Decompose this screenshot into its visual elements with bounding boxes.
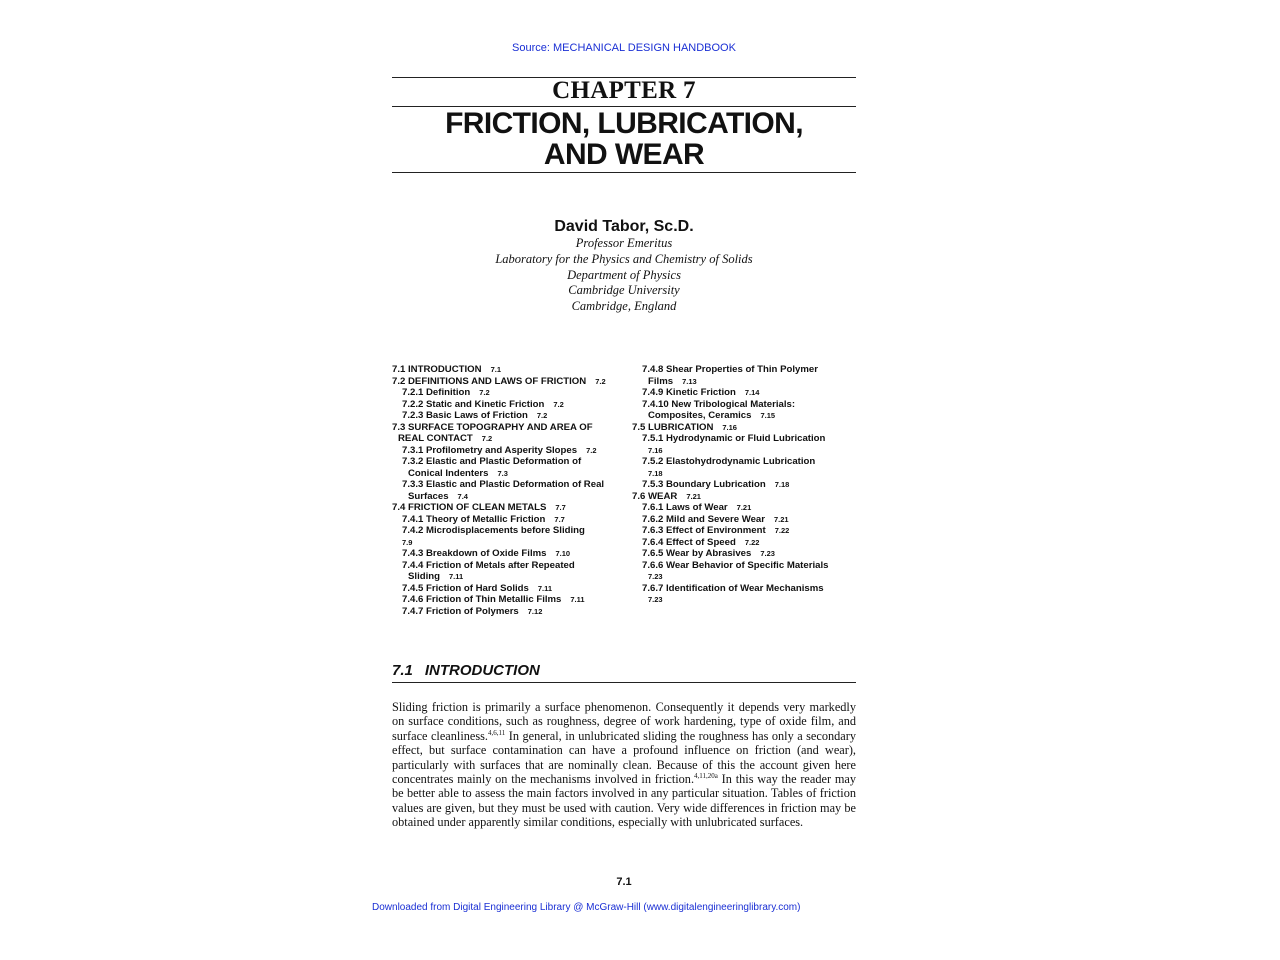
toc-entry[interactable]: 7.4.3 Breakdown of Oxide Films 7.10: [402, 548, 571, 559]
author-name: David Tabor, Sc.D.: [554, 218, 694, 235]
toc-entry-continued[interactable]: 7.9: [402, 537, 413, 547]
toc-entry[interactable]: 7.4.7 Friction of Polymers 7.12: [402, 605, 543, 617]
title-rule: [392, 172, 856, 173]
source-line: Source: MECHANICAL DESIGN HANDBOOK: [512, 42, 736, 54]
affiliation-line: Professor Emeritus: [575, 236, 673, 250]
page-number: 7.1: [616, 876, 632, 888]
toc-left-column: [392, 364, 624, 617]
toc-entry[interactable]: 7.4.1 Theory of Metallic Friction 7.7: [402, 513, 565, 525]
affiliation-line: Cambridge, England: [571, 299, 677, 314]
toc-entry[interactable]: 7.6.5 Wear by Abrasives 7.23: [642, 548, 775, 559]
toc-entry-continued[interactable]: Surfaces 7.4: [408, 490, 468, 502]
chapter-title: [392, 108, 856, 170]
affiliation-line: Cambridge University: [568, 283, 680, 298]
title-line-2: AND WEAR: [543, 138, 705, 171]
toc-entry-continued[interactable]: 7.16: [648, 445, 663, 455]
toc-entry[interactable]: 7.4.6 Friction of Thin Metallic Films 7.11: [402, 594, 585, 605]
toc-entry-continued[interactable]: 7.23: [648, 572, 663, 581]
toc-entry[interactable]: 7.3.1 Profilometry and Asperity Slopes 7.2: [402, 444, 597, 456]
reference-superscript: 4,6,11: [488, 728, 506, 737]
toc-entry[interactable]: 7.6.7 Identification of Wear Mechanisms: [642, 582, 824, 594]
section-rule: [392, 682, 856, 683]
toc-entry[interactable]: 7.3 SURFACE TOPOGRAPHY AND AREA OF: [392, 421, 593, 433]
affiliation-line: Laboratory for the Physics and Chemistry of Solids: [495, 251, 753, 266]
toc-entry[interactable]: 7.4.9 Kinetic Friction 7.14: [642, 387, 760, 398]
toc-entry[interactable]: 7.6.3 Effect of Environment 7.22: [642, 525, 790, 536]
toc-entry[interactable]: 7.2 DEFINITIONS AND LAWS OF FRICTION 7.2: [392, 375, 606, 387]
toc-entry[interactable]: 7.4 FRICTION OF CLEAN METALS 7.7: [392, 502, 566, 513]
toc-entry[interactable]: 7.2.2 Static and Kinetic Friction 7.2: [402, 398, 564, 410]
author-affiliation: [392, 236, 856, 315]
toc-entry[interactable]: 7.3.2 Elastic and Plastic Deformation of: [402, 456, 582, 467]
toc-entry-continued[interactable]: Composites, Ceramics 7.15: [648, 410, 776, 421]
toc-entry[interactable]: 7.2.3 Basic Laws of Friction 7.2: [402, 410, 548, 421]
toc-entry-continued[interactable]: 7.18: [648, 468, 663, 478]
intro-paragraph: Sliding friction is primarily a surface phenomenon. Consequently it depends very markedly on surface conditions, such as roughness, degree of work hardening, type of oxide film, and surface cleanliness.$^{4,6,11}$ In general, in unlubricated sliding the roughness has only a secondary effect, but surface contamination can have a profound influence on friction (and wear), particularly with surfaces that are nominally clean. Because of this the account given here concentrates mainly on the mechanisms involved in friction.$^{4,11,20a}$ In this way the reader may be better able to assess the main factors involved in any particular situation. Tables of friction values are given, but they must be used with caution. Very wide differences in friction may be obtained under apparently similar conditions, especially with unlubricated surfaces.: [392, 700, 856, 830]
toc-entry[interactable]: 7.5.2 Elastohydrodynamic Lubrication: [642, 456, 816, 467]
toc-entry-continued[interactable]: Sliding 7.11: [408, 571, 464, 582]
section-heading: [392, 662, 540, 680]
title-line-1: FRICTION, LUBRICATION,: [445, 107, 803, 140]
toc-entry[interactable]: 7.6.2 Mild and Severe Wear 7.21: [642, 513, 789, 525]
section-number: 7.1: [392, 662, 413, 679]
toc-entry[interactable]: 7.4.8 Shear Properties of Thin Polymer: [642, 364, 818, 375]
toc-entry-continued[interactable]: Films 7.13: [648, 375, 697, 387]
toc-entry[interactable]: 7.1 INTRODUCTION 7.1: [392, 364, 501, 375]
toc-entry[interactable]: 7.6.6 Wear Behavior of Specific Materials: [642, 559, 829, 571]
footer-download-note: Downloaded from Digital Engineering Library @ McGraw-Hill (www.digitalengineeringlibrary.com): [372, 902, 801, 913]
toc-entry[interactable]: 7.6 WEAR 7.21: [632, 490, 701, 502]
toc-entry[interactable]: 7.4.2 Microdisplacements before Sliding: [402, 525, 585, 536]
toc-entry[interactable]: 7.4.10 New Tribological Materials:: [642, 398, 796, 410]
toc-entry[interactable]: 7.4.5 Friction of Hard Solids 7.11: [402, 582, 553, 594]
toc-right-column: [632, 364, 856, 606]
toc-entry[interactable]: 7.6.1 Laws of Wear 7.21: [642, 502, 752, 513]
toc-entry[interactable]: 7.2.1 Definition 7.2: [402, 387, 490, 398]
affiliation-line: Department of Physics: [567, 267, 681, 282]
toc-entry[interactable]: 7.3.3 Elastic and Plastic Deformation of Real: [402, 479, 605, 490]
toc-entry[interactable]: 7.5.3 Boundary Lubrication 7.18: [642, 479, 790, 490]
chapter-label: CHAPTER 7: [552, 77, 696, 104]
toc-entry-continued[interactable]: REAL CONTACT 7.2: [398, 433, 493, 444]
toc-entry[interactable]: 7.4.4 Friction of Metals after Repeated: [402, 559, 575, 571]
toc-entry[interactable]: 7.5 LUBRICATION 7.16: [632, 421, 737, 433]
section-title: INTRODUCTION: [424, 662, 540, 679]
reference-superscript: 4,11,20a: [694, 772, 718, 781]
toc-entry[interactable]: 7.6.4 Effect of Speed 7.22: [642, 536, 760, 548]
toc-entry-continued[interactable]: Conical Indenters 7.3: [408, 467, 508, 479]
toc-entry-continued[interactable]: 7.23: [648, 595, 663, 604]
toc-entry[interactable]: 7.5.1 Hydrodynamic or Fluid Lubrication: [642, 433, 826, 444]
